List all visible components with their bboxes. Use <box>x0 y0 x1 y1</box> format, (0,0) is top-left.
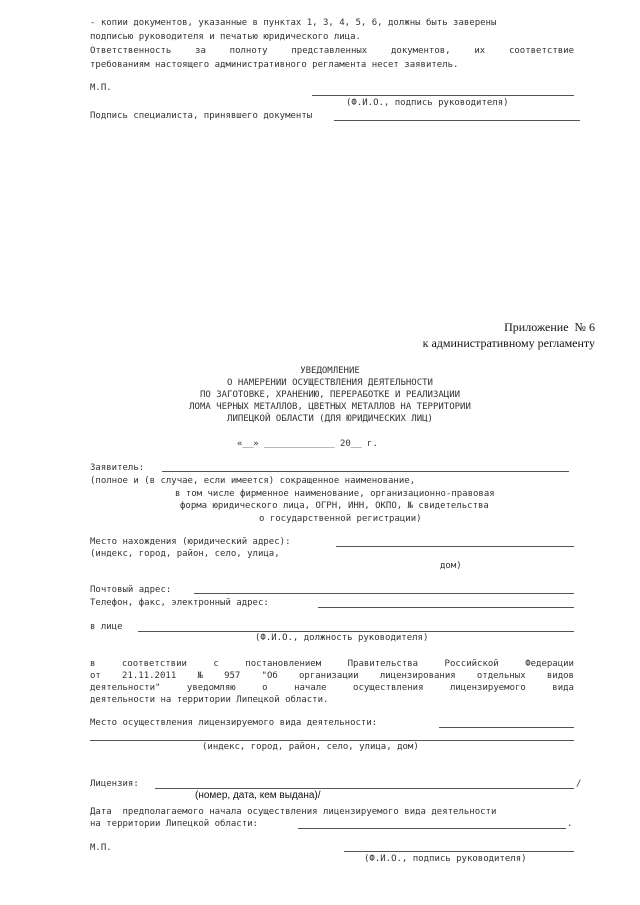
location-label: Место нахождения (юридический адрес): <box>90 537 291 547</box>
fio-signature-caption-top: (Ф.И.О., подпись руководителя) <box>346 98 509 108</box>
face-label: в лице <box>90 622 123 632</box>
signature-line-bottom <box>344 851 574 852</box>
fio-signature-caption-bottom: (Ф.И.О., подпись руководителя) <box>364 854 527 864</box>
specialist-signature-line <box>334 120 580 121</box>
title-line-5: ЛИПЕЦКОЙ ОБЛАСТИ (ДЛЯ ЮРИДИЧЕСКИХ ЛИЦ) <box>227 414 433 424</box>
postal-line <box>194 593 574 594</box>
activity-place-line-1 <box>439 727 574 728</box>
mp-label-bottom: М.П. <box>90 843 112 853</box>
applicant-hint-3: форма юридического лица, ОГРН, ИНН, ОКПО, № свидетельства <box>180 501 489 511</box>
location-hint-house: дом) <box>440 561 462 571</box>
title-line-3: ПО ЗАГОТОВКЕ, ХРАНЕНИЮ, ПЕРЕРАБОТКЕ И РЕАЛИЗАЦИИ <box>199 390 461 400</box>
activity-place-label: Место осуществления лицензируемого вида деятельности: <box>90 718 378 728</box>
date-field: «__» _____________ 20__ г. <box>237 439 378 449</box>
appendix-reference: к административному регламенту <box>422 336 595 350</box>
top-line-4: требованиям настоящего административного регламента несет заявитель. <box>90 60 459 70</box>
applicant-label: Заявитель: <box>90 463 145 473</box>
title-line-4: ЛОМА ЧЕРНЫХ МЕТАЛЛОВ, ЦВЕТНЫХ МЕТАЛЛОВ НА ТЕРРИТОРИИ <box>189 402 471 412</box>
start-date-line-2: на территории Липецкой области: <box>90 819 258 829</box>
start-date-line-1: Дата предполагаемого начала осуществления лицензируемого вида деятельности <box>90 807 497 817</box>
applicant-hint-1: (полное и (в случае, если имеется) сокращенное наименование, <box>90 476 416 486</box>
specialist-signature-label: Подпись специалиста, принявшего документы <box>90 111 313 121</box>
location-hint: (индекс, город, район, село, улица, <box>90 549 280 559</box>
start-date-line <box>298 828 566 829</box>
title-line-2: О НАМЕРЕНИИ ОСУЩЕСТВЛЕНИЯ ДЕЯТЕЛЬНОСТИ <box>227 378 433 388</box>
mp-label-top: М.П. <box>90 83 112 93</box>
activity-place-hint: (индекс, город, район, село, улица, дом) <box>202 742 419 752</box>
title-line-1: УВЕДОМЛЕНИЕ <box>300 366 360 376</box>
phone-line <box>318 607 574 608</box>
phone-label: Телефон, факс, электронный адрес: <box>90 598 269 608</box>
top-line-2: подписью руководителя и печатью юридического лица. <box>90 32 361 42</box>
postal-label: Почтовый адрес: <box>90 585 172 595</box>
para-line-4: деятельности на территории Липецкой области. <box>90 695 329 705</box>
license-label: Лицензия: <box>90 779 139 789</box>
start-date-end: . <box>567 819 573 829</box>
top-line-3: Ответственность за полноту представленных документов, их соответствие <box>90 46 574 56</box>
applicant-hint-4: о государственной регистрации) <box>259 514 422 524</box>
applicant-hint-2: в том числе фирменное наименование, организационно-правовая <box>175 489 495 499</box>
appendix-number: Приложение № 6 <box>504 320 595 334</box>
para-line-3: деятельности" уведомляю о начале осуществления лицензируемого вида <box>90 683 574 693</box>
applicant-line <box>162 471 569 472</box>
para-line-2: от 21.11.2011 № 957 "Об организации лицензирования отдельных видов <box>90 671 574 681</box>
license-slash: / <box>576 779 582 789</box>
license-hint: (номер, дата, кем выдана)/ <box>195 790 321 801</box>
top-line-1: - копии документов, указанные в пунктах 1, 3, 4, 5, 6, должны быть заверены <box>90 18 497 28</box>
face-hint: (Ф.И.О., должность руководителя) <box>255 633 429 643</box>
para-line-1: в соответствии с постановлением Правительства Российской Федерации <box>90 659 574 669</box>
license-line <box>155 788 574 789</box>
location-line <box>336 546 574 547</box>
signature-line-top <box>312 95 574 96</box>
